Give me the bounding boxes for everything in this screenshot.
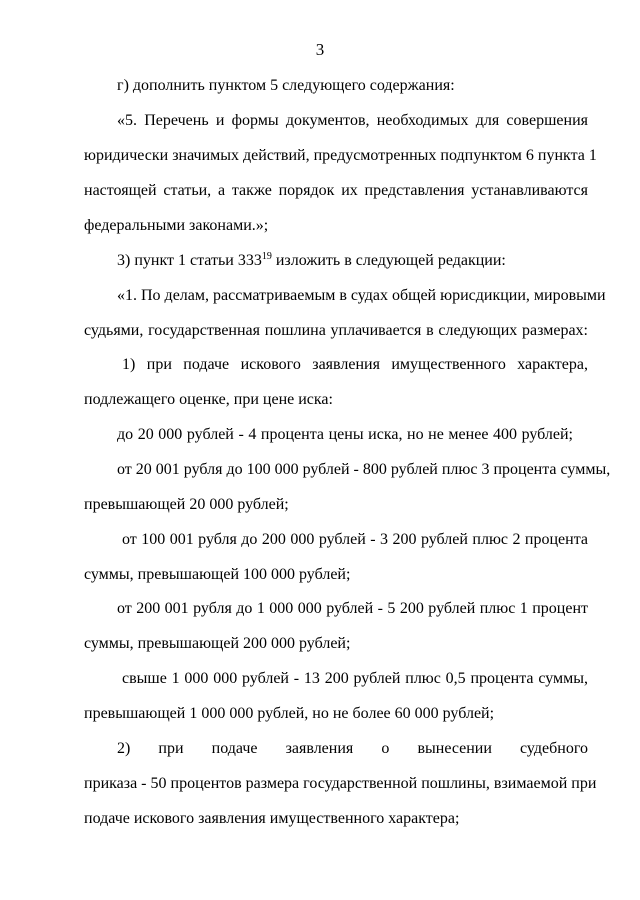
page-number: 3 xyxy=(315,40,325,59)
paragraph-line: до 20 000 рублей - 4 процента цены иска, но не менее 400 рублей; xyxy=(117,426,573,443)
paragraph-line: «1. По делам, рассматриваемым в судах общей юрисдикции, мировыми xyxy=(117,287,606,304)
paragraph-line: суммы, превышающей 100 000 рублей; xyxy=(84,566,351,583)
paragraph-line: подаче искового заявления имущественного характера; xyxy=(84,810,460,827)
paragraph-line: «5. Перечень и формы документов, необходимых для совершения xyxy=(117,112,588,129)
paragraph-line: подлежащего оценке, при цене иска: xyxy=(84,391,333,408)
paragraph-line: судьями, государственная пошлина уплачивается в следующих размерах: xyxy=(84,322,588,339)
line-text: 3) пункт 1 статьи 333 xyxy=(117,252,262,269)
paragraph-line: от 20 001 рубля до 100 000 рублей - 800 рублей плюс 3 процента суммы, xyxy=(117,461,611,478)
superscript: 19 xyxy=(261,251,272,262)
paragraph-line: от 100 001 рубля до 200 000 рублей - 3 200 рублей плюс 2 процента xyxy=(122,531,588,548)
paragraph-line: превышающей 20 000 рублей; xyxy=(84,496,289,513)
paragraph-line: 1) при подаче искового заявления имущественного характера, xyxy=(122,356,588,373)
paragraph-line: 2) при подаче заявления о вынесении судебного xyxy=(117,740,588,757)
paragraph-line: превышающей 1 000 000 рублей, но не более 60 000 рублей; xyxy=(84,705,495,722)
paragraph-line: г) дополнить пунктом 5 следующего содержания: xyxy=(117,77,455,94)
paragraph-line: от 200 001 рубля до 1 000 000 рублей - 5 200 рублей плюс 1 процент xyxy=(117,600,588,617)
paragraph-line: суммы, превышающей 200 000 рублей; xyxy=(84,635,351,652)
paragraph-line: свыше 1 000 000 рублей - 13 200 рублей плюс 0,5 процента суммы, xyxy=(122,670,588,687)
paragraph-line: приказа - 50 процентов размера государственной пошлины, взимаемой при xyxy=(84,775,597,792)
paragraph-line: федеральными законами.»; xyxy=(84,217,269,234)
paragraph-line: настоящей статьи, а также порядок их представления устанавливаются xyxy=(84,182,588,199)
line-text: изложить в следующей редакции: xyxy=(271,252,506,269)
paragraph-line xyxy=(117,251,588,271)
paragraph-line: юридически значимых действий, предусмотренных подпунктом 6 пункта 1 xyxy=(84,147,597,164)
